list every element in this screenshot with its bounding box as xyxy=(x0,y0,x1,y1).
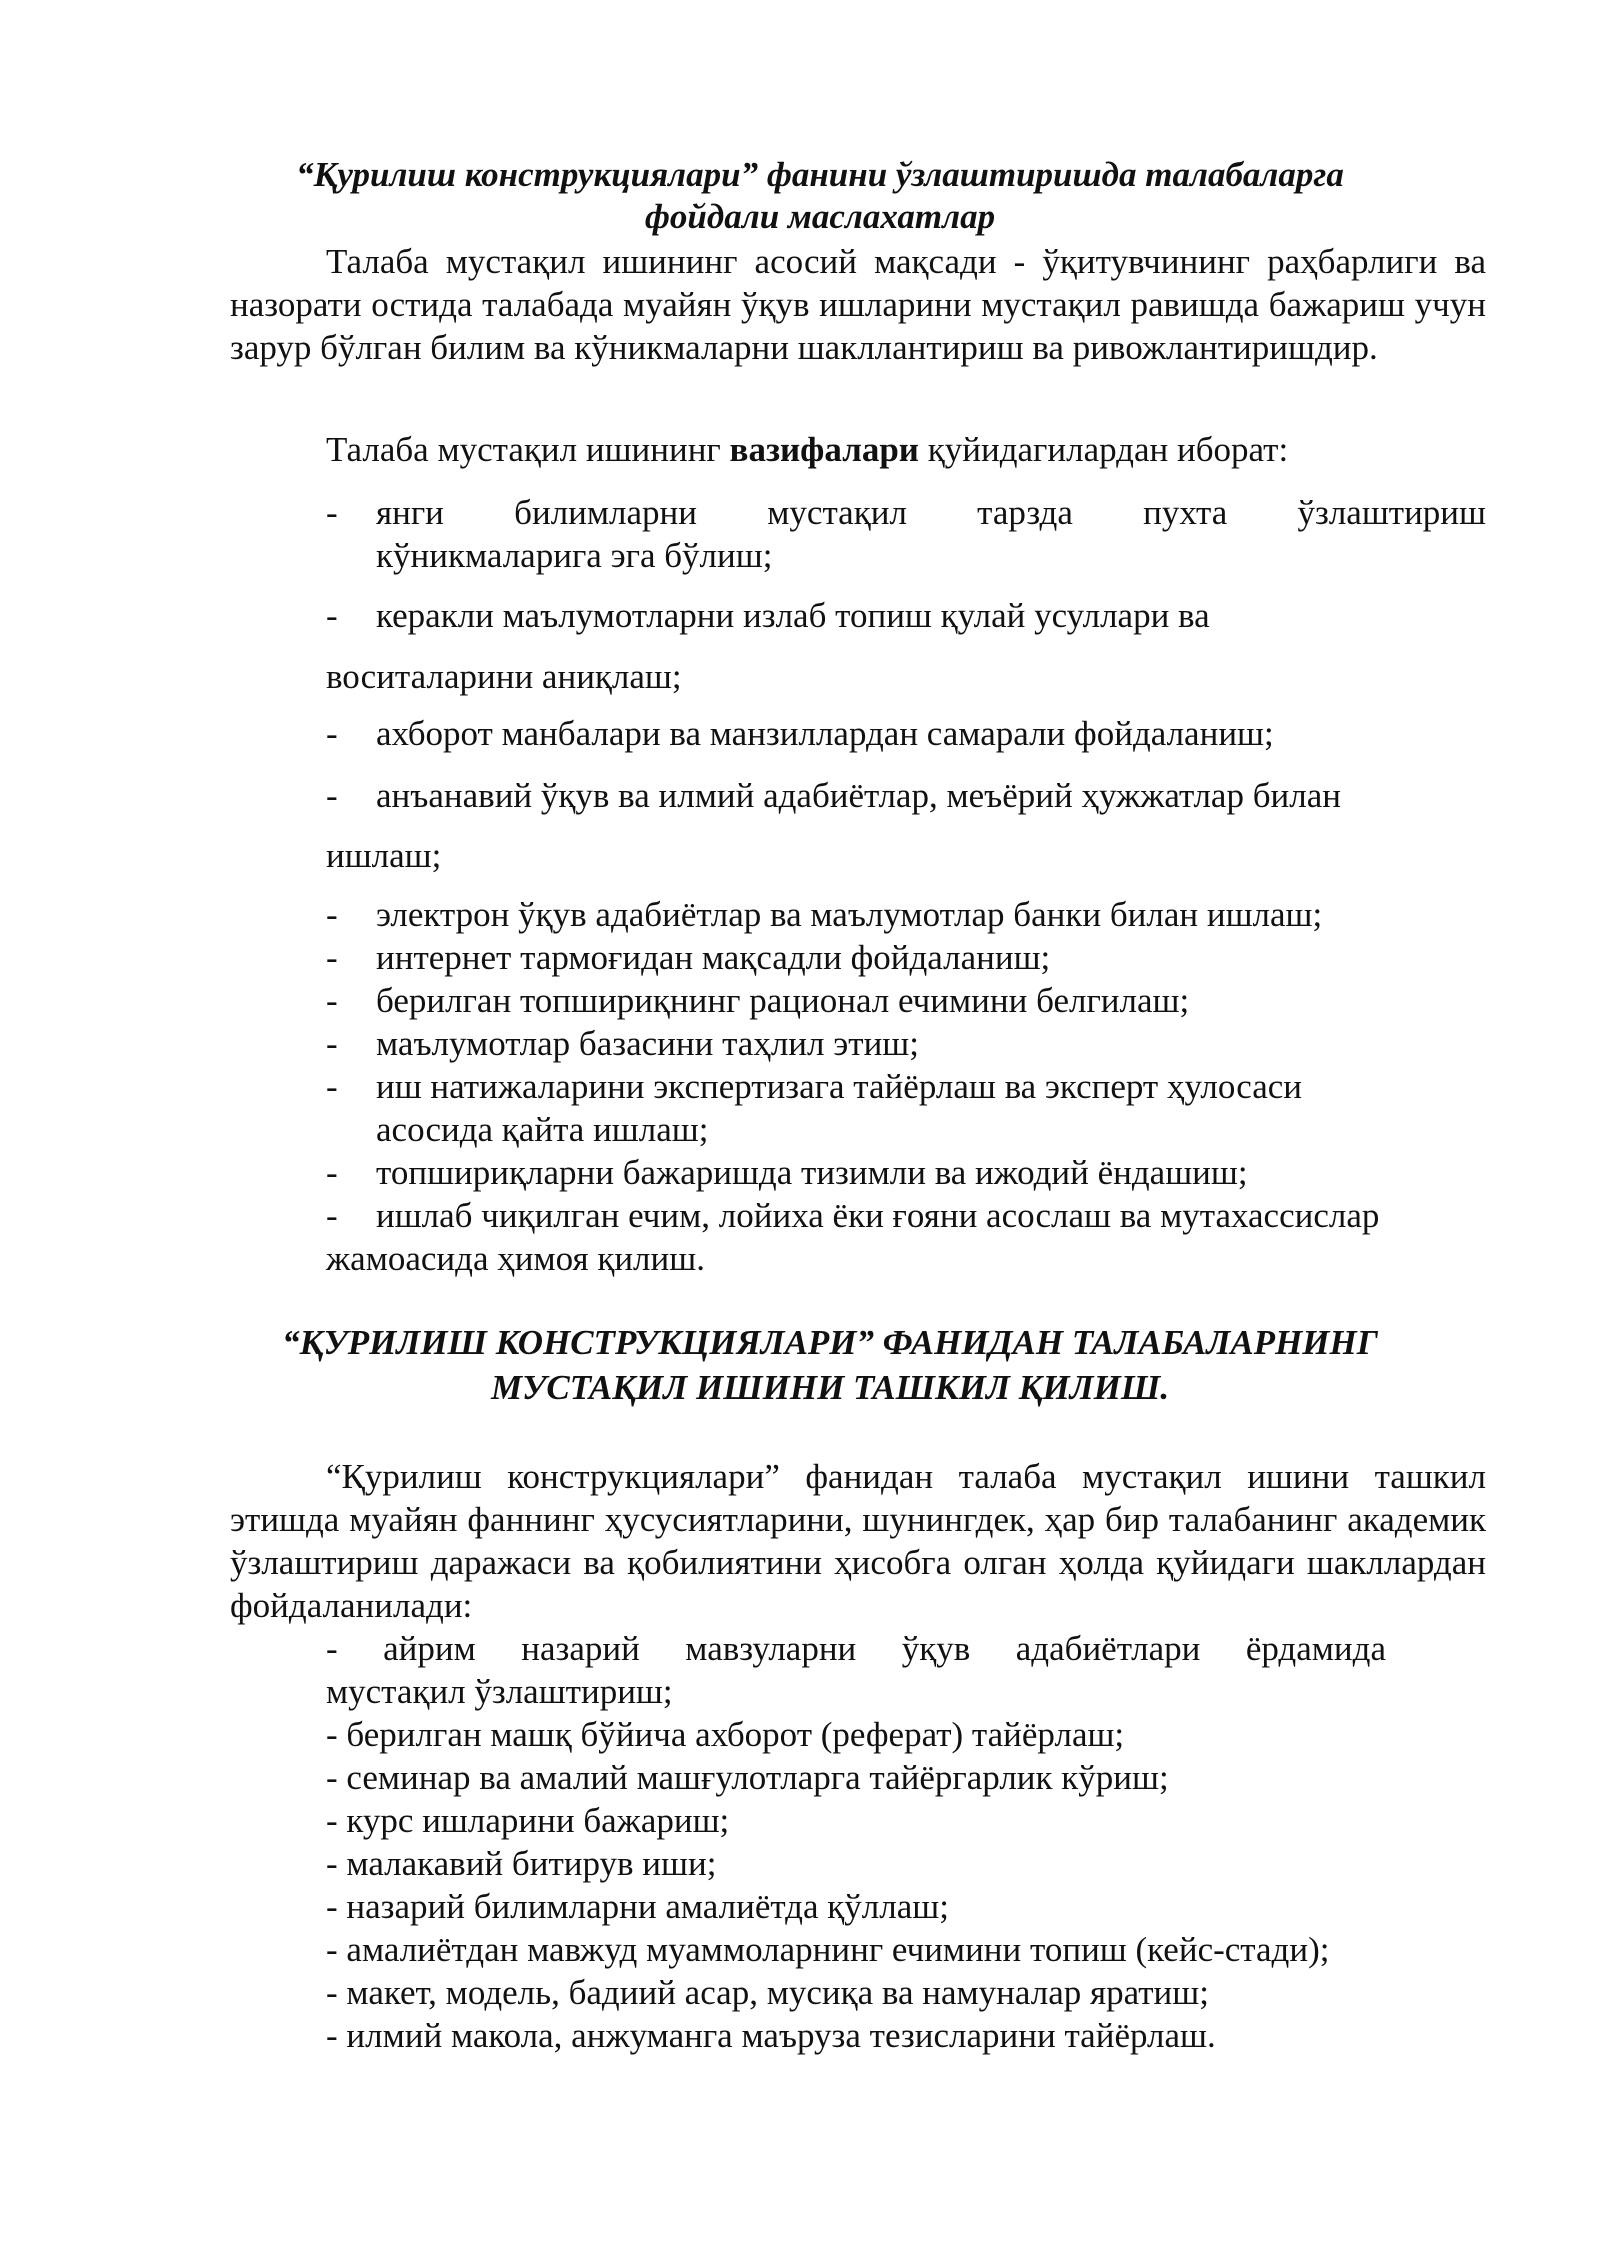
list-bullet: - xyxy=(326,596,338,635)
tasks-intro-after: қуйидагилардан иборат: xyxy=(918,430,1289,469)
list-bullet: - xyxy=(326,1067,338,1106)
list-bullet: - xyxy=(326,895,338,934)
form-item-3: - семинар ва амалий машғулотларга тайёргарлик кўриш; xyxy=(326,1758,1169,1797)
form-item-5: - малакавий битирув иши; xyxy=(326,1844,717,1883)
list-bullet: - xyxy=(326,1196,338,1235)
intro-paragraph: Талаба мустақил ишининг асосий мақсади - ўқитувчининг раҳбарлиги ва назорати остида талабада муайян ўқув ишларини мустақил равишда бажариш учун зарур бўлган билим ва кўникмаларни шакллантириш ва ривожлантиришдир. xyxy=(230,242,1486,367)
list-bullet: - xyxy=(326,1153,338,1192)
section-heading-line-1: “ҚУРИЛИШ КОНСТРУКЦИЯЛАРИ” ФАНИДАН ТАЛАБАЛАРНИНГ xyxy=(282,1323,1378,1362)
section-heading xyxy=(230,1320,1430,1410)
task-item-9-line-2: асосида қайта ишлаш; xyxy=(376,1110,709,1149)
title-line-2: фойдали маслахатлар xyxy=(644,197,996,236)
task-item-3: ахборот манбалари ва манзиллардан самарали фойдаланиш; xyxy=(376,714,1274,753)
list-bullet: - xyxy=(326,981,338,1020)
tasks-intro xyxy=(326,428,1288,471)
form-item-6: - назарий билимларни амалиётда қўллаш; xyxy=(326,1887,949,1926)
organization-paragraph: “Қурилиш конструкциялари” фанидан талаба мустақил ишини ташкил этишда муайян фаннинг ҳусусиятларини, шунингдек, ҳар бир талабанинг академик ўзлаштириш даражаси ва қобилиятини ҳисобга олган ҳолда қуйидаги шакллардан фойдаланилади: xyxy=(230,1457,1486,1625)
section-heading-line-2: МУСТАҚИЛ ИШИНИ ТАШКИЛ ҚИЛИШ. xyxy=(490,1368,1170,1407)
page-title xyxy=(230,154,1410,238)
list-bullet: - xyxy=(326,493,338,532)
task-item-1-line-1: янги билимларни мустақил тарзда пухта ўзлаштириш xyxy=(376,493,1486,532)
list-bullet: - xyxy=(326,714,338,753)
task-item-4-line-2: ишлаш; xyxy=(326,836,442,875)
form-item-7: - амалиётдан мавжуд муаммоларнинг ечимини топиш (кейс-стади); xyxy=(326,1930,1330,1969)
list-bullet: - xyxy=(326,938,338,977)
task-item-1-line-2: кўникмаларига эга бўлиш; xyxy=(376,536,773,575)
task-item-8: маълумотлар базасини таҳлил этиш; xyxy=(376,1024,919,1063)
form-item-1-line-1: - айрим назарий мавзуларни ўқув адабиётлари ёрдамида xyxy=(326,1629,1386,1668)
form-item-2: - берилган машқ бўйича ахборот (реферат) тайёрлаш; xyxy=(326,1715,1125,1754)
task-item-11-line-2: жамоасида ҳимоя қилиш. xyxy=(326,1239,705,1278)
list-bullet: - xyxy=(326,776,338,815)
task-item-7: берилган топшириқнинг рационал ечимини белгилаш; xyxy=(376,981,1190,1020)
task-item-6: интернет тармоғидан мақсадли фойдаланиш; xyxy=(376,938,1051,977)
title-line-1: “Қурилиш конструкциялари” фанини ўзлаштиришда талабаларга xyxy=(296,155,1344,194)
tasks-intro-before: Талаба мустақил ишининг xyxy=(326,430,730,469)
task-item-4-line-1: анъанавий ўқув ва илмий адабиётлар, меъёрий ҳужжатлар билан xyxy=(376,776,1341,815)
form-item-4: - курс ишларини бажариш; xyxy=(326,1801,730,1840)
task-item-2-line-2: воситаларини аниқлаш; xyxy=(326,657,682,696)
task-item-9-line-1: иш натижаларини экспертизага тайёрлаш ва эксперт ҳулосаси xyxy=(376,1067,1303,1106)
list-bullet: - xyxy=(326,1024,338,1063)
task-item-2-line-1: керакли маълумотларни излаб топиш қулай усуллари ва xyxy=(376,596,1210,635)
task-item-5: электрон ўқув адабиётлар ва маълумотлар банки билан ишлаш; xyxy=(376,895,1323,934)
form-item-8: - макет, модель, бадиий асар, мусиқа ва намуналар яратиш; xyxy=(326,1973,1209,2012)
tasks-intro-bold: вазифалари xyxy=(729,430,919,469)
task-item-10: топшириқларни бажаришда тизимли ва ижодий ёндашиш; xyxy=(376,1153,1248,1192)
form-item-1-line-2: мустақил ўзлаштириш; xyxy=(326,1672,673,1711)
form-item-9: - илмий макола, анжуманга маъруза тезисларини тайёрлаш. xyxy=(326,2016,1216,2055)
task-item-11-line-1: ишлаб чиқилган ечим, лойиха ёки ғояни асослаш ва мутахассислар xyxy=(376,1196,1380,1235)
